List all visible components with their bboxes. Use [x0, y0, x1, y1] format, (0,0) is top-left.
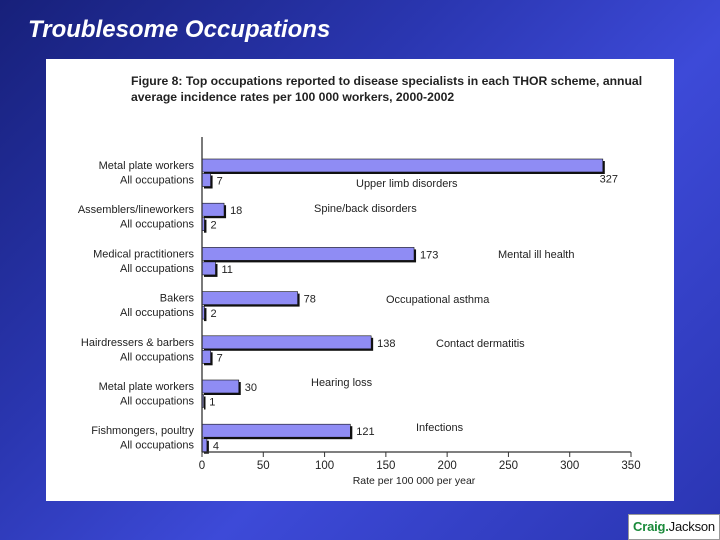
bar-top-occupation [202, 203, 224, 216]
bar-all-occupations [202, 350, 211, 363]
slide-title: Troublesome Occupations [28, 16, 331, 43]
bar-top-occupation [202, 292, 298, 305]
disease-label: Occupational asthma [386, 294, 490, 306]
disease-label: Infections [416, 422, 464, 434]
x-tick-label: 100 [314, 460, 335, 472]
disease-label: Hearing loss [311, 377, 373, 389]
occupation-label: Medical practitioners [93, 248, 194, 261]
bar-top-occupation [202, 336, 371, 349]
logo-second: Jackson [668, 519, 715, 534]
all-occupations-label: All occupations [120, 174, 194, 187]
bar-all-occupations [202, 439, 207, 452]
value-label: 18 [230, 205, 243, 218]
occupation-label: Assemblers/lineworkers [77, 204, 194, 217]
occupation-label: Metal plate workers [98, 381, 194, 393]
value-label: 121 [356, 426, 375, 439]
value-label: 7 [216, 175, 223, 188]
all-occupations-label: All occupations [120, 262, 194, 275]
x-tick-label: 250 [498, 460, 519, 472]
all-occupations-label: All occupations [120, 395, 194, 408]
x-tick-label: 150 [376, 460, 396, 472]
value-label: 2 [210, 308, 217, 321]
disease-label: Contact dermatitis [436, 338, 525, 350]
value-label: 1 [209, 396, 216, 409]
x-axis-title: Rate per 100 000 per year [352, 475, 476, 487]
disease-label: Mental ill health [498, 249, 575, 261]
bar-all-occupations [202, 262, 215, 275]
all-occupations-label: All occupations [120, 439, 194, 452]
occupation-label: Bakers [159, 292, 194, 305]
disease-label: Upper limb disorders [356, 178, 458, 190]
value-label: 327 [599, 173, 618, 186]
occupation-label: Metal plate workers [98, 160, 194, 172]
x-tick-label: 350 [621, 460, 641, 472]
bar-chart [46, 59, 674, 501]
x-tick-label: 200 [437, 460, 457, 472]
logo-first: Craig [633, 519, 666, 534]
all-occupations-label: All occupations [120, 351, 194, 364]
bar-top-occupation [202, 159, 603, 172]
x-tick-label: 50 [256, 460, 270, 472]
disease-label: Spine/back disorders [314, 203, 417, 215]
value-label: 7 [216, 352, 223, 365]
value-label: 11 [221, 263, 233, 276]
craig-jackson-logo [628, 514, 720, 540]
bar-shadow [204, 397, 206, 410]
value-label: 138 [377, 337, 396, 350]
all-occupations-label: All occupations [120, 218, 194, 231]
all-occupations-label: All occupations [120, 307, 194, 320]
x-tick-label: 300 [560, 460, 580, 472]
value-label: 2 [210, 219, 217, 232]
value-label: 4 [212, 440, 220, 453]
bar-top-occupation [202, 380, 239, 393]
occupation-label: Hairdressers & barbers [80, 336, 194, 349]
bar-top-occupation [202, 247, 414, 260]
value-label: 78 [303, 293, 316, 306]
occupation-label: Fishmongers, poultry [91, 425, 194, 438]
x-tick-label: 0 [198, 460, 206, 472]
bar-top-occupation [202, 424, 350, 437]
value-label: 30 [244, 382, 258, 394]
figure-panel [46, 59, 674, 501]
bar-all-occupations [202, 174, 211, 187]
logo-separator: . [665, 519, 669, 534]
value-label: 173 [420, 249, 439, 262]
figure-title: Figure 8: Top occupations reported to disease specialists in each THOR scheme, annual average incidence rates per 100 000 workers, 2000-2002 [131, 74, 643, 104]
